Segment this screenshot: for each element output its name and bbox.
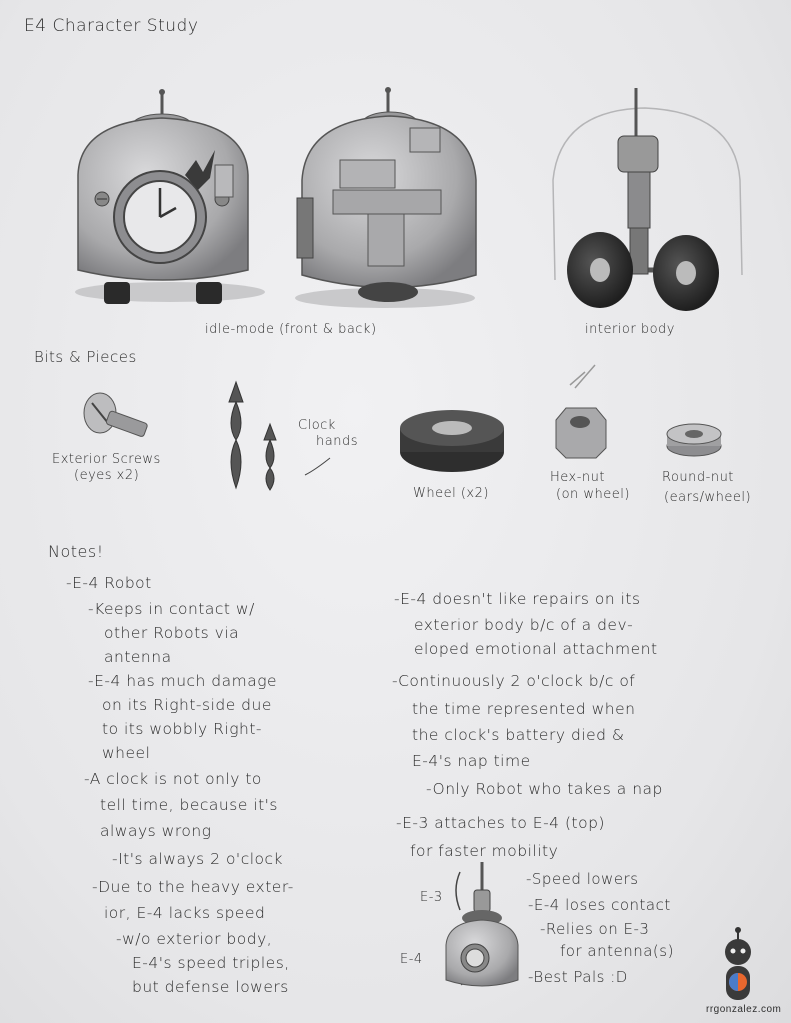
caption-hexnut-1: Hex-nut [550, 470, 606, 485]
label-e3: E-3 [420, 890, 443, 905]
left-note: -Due to the heavy exter- [92, 878, 294, 896]
left-note: -E-4 Robot [66, 574, 152, 592]
caption-clock-hands-2: hands [316, 434, 358, 449]
left-note: on its Right-side due [102, 696, 272, 714]
left-note: to its wobbly Right- [102, 720, 262, 738]
left-note: wheel [102, 744, 151, 762]
caption-wheel: Wheel (x2) [413, 486, 489, 501]
right-note: eloped emotional attachment [414, 640, 658, 658]
caption-idle-mode: idle-mode (front & back) [205, 322, 377, 337]
caption-roundnut-2: (ears/wheel) [664, 490, 752, 505]
left-note: -A clock is not only to [84, 770, 262, 788]
left-note: -w/o exterior body, [116, 930, 273, 948]
right-note: E-4's nap time [412, 752, 531, 770]
right-note: exterior body b/c of a dev- [414, 616, 634, 634]
right-note: for faster mobility [410, 842, 559, 860]
bottom-note: -Speed lowers [526, 870, 639, 888]
caption-interior: interior body [585, 322, 675, 337]
caption-hexnut-2: (on wheel) [556, 487, 630, 502]
right-note: -E-4 doesn't like repairs on its [394, 590, 641, 608]
bottom-note: -E-4 loses contact [528, 896, 671, 914]
bottom-note: -Best Pals :D [528, 968, 628, 986]
bottom-note: -Relies on E-3 [540, 920, 650, 938]
bits-heading: Bits & Pieces [34, 348, 137, 366]
caption-roundnut-1: Round-nut [662, 470, 734, 485]
right-note: -Only Robot who takes a nap [426, 780, 663, 798]
watermark: rrgonzalez.com [706, 1004, 782, 1015]
caption-screws-qty: (eyes x2) [74, 468, 140, 483]
right-note: the clock's battery died & [412, 726, 625, 744]
left-note: -It's always 2 o'clock [112, 850, 284, 868]
bottom-note: for antenna(s) [560, 942, 674, 960]
left-note: but defense lowers [132, 978, 289, 996]
left-note: ior, E-4 lacks speed [104, 904, 266, 922]
right-note: -E-3 attaches to E-4 (top) [396, 814, 605, 832]
notes-heading: Notes! [48, 542, 104, 561]
left-note: -E-4 has much damage [88, 672, 278, 690]
page-title: E4 Character Study [24, 16, 199, 36]
left-note: always wrong [100, 822, 212, 840]
label-e4: E-4 [400, 952, 423, 967]
caption-screws: Exterior Screws [52, 452, 161, 467]
left-note: other Robots via [104, 624, 240, 642]
left-note: tell time, because it's [100, 796, 279, 814]
left-note: antenna [104, 648, 172, 666]
right-note: -Continuously 2 o'clock b/c of [392, 672, 636, 690]
right-note: the time represented when [412, 700, 636, 718]
left-note: -Keeps in contact w/ [88, 600, 255, 618]
caption-clock-hands-1: Clock [298, 418, 336, 433]
left-note: E-4's speed triples, [132, 954, 290, 972]
